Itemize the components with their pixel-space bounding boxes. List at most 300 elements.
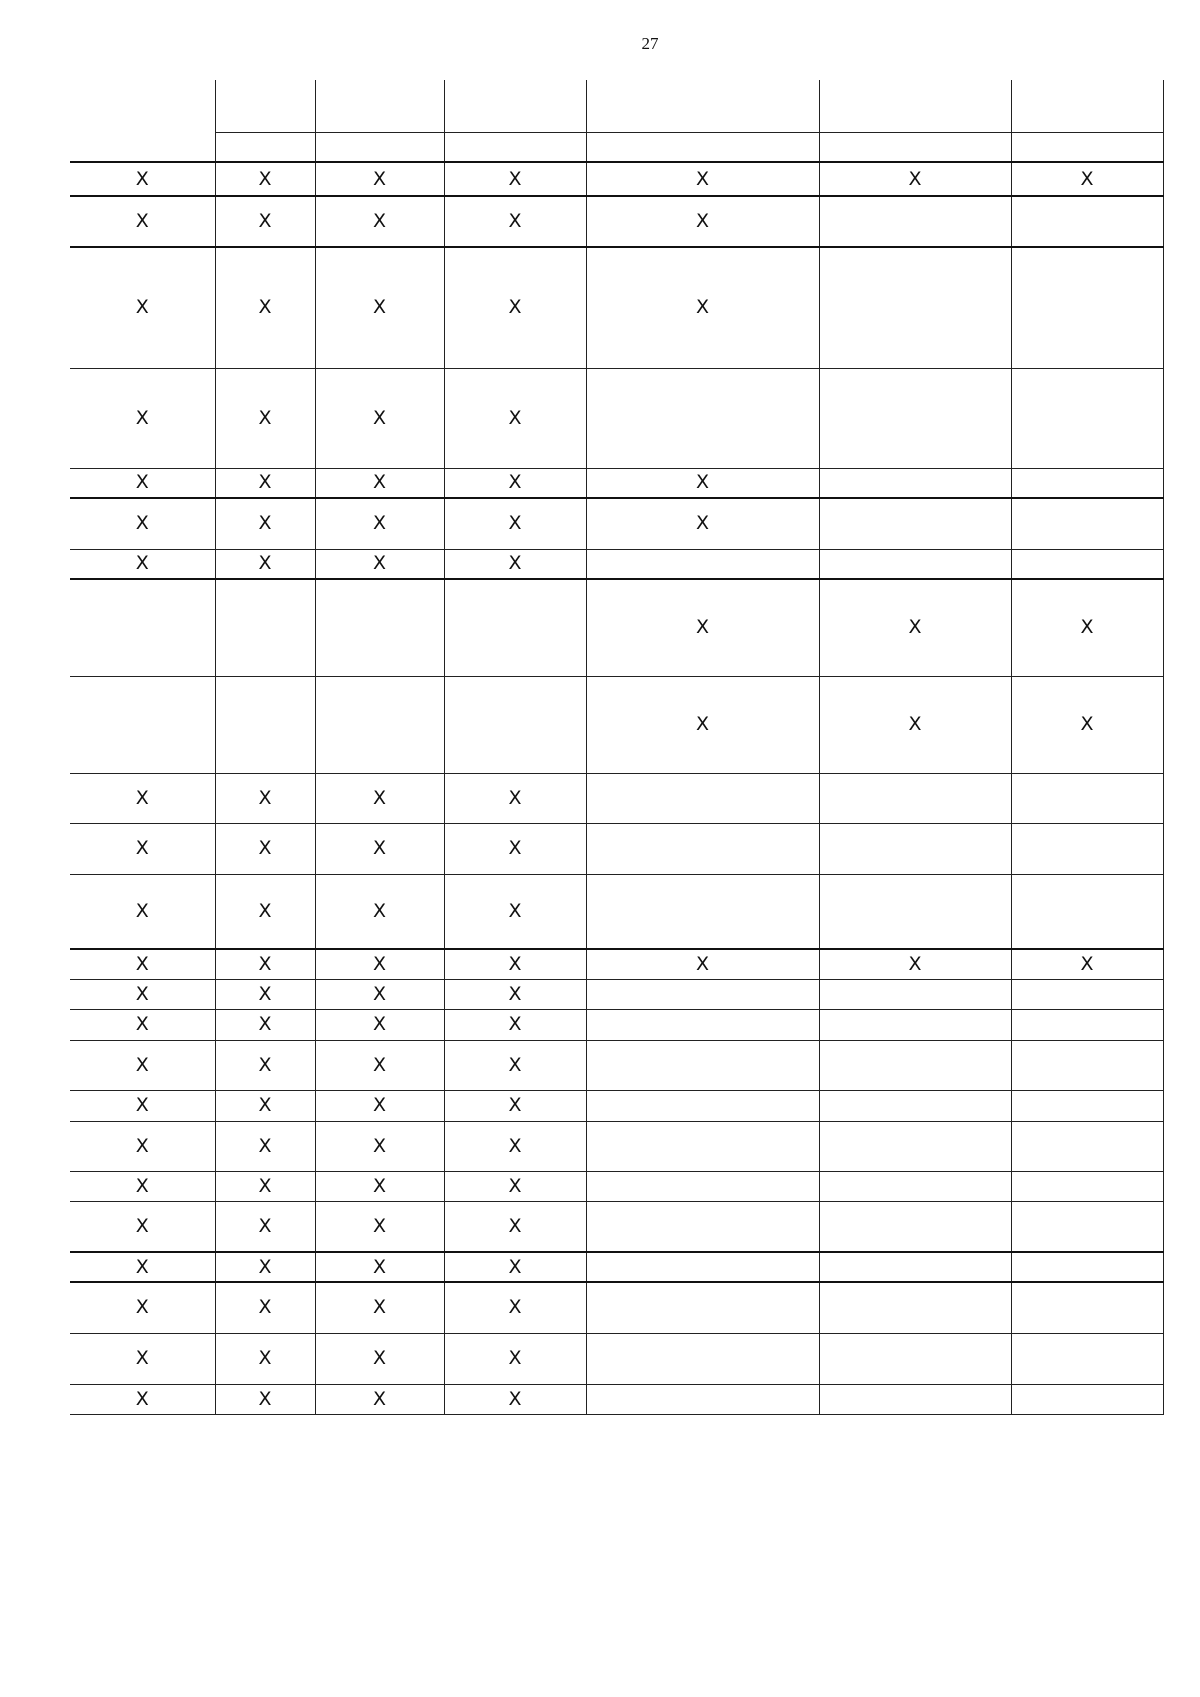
table-cell [586, 823, 819, 874]
table-cell [819, 549, 1011, 579]
table-cell [215, 1090, 315, 1121]
table-cell [315, 773, 444, 823]
table-cell [586, 132, 819, 162]
cell-mark: X [695, 713, 710, 735]
table-cell [215, 1282, 315, 1333]
table-cell [1011, 1171, 1163, 1201]
table-cell [819, 247, 1011, 368]
cell-mark: X [372, 1013, 387, 1035]
table-cell [819, 1333, 1011, 1384]
cell-mark: X [1080, 713, 1094, 735]
table-cell [819, 1040, 1011, 1090]
cell-mark: X [258, 552, 272, 575]
table-cell [315, 676, 444, 773]
table-cell [819, 368, 1011, 468]
page-number: 27 [641, 34, 659, 53]
table-cell [215, 676, 315, 773]
cell-mark: X [372, 552, 387, 575]
cell-mark: X [258, 899, 272, 922]
table-cell [315, 368, 444, 468]
cell-mark: X [258, 167, 272, 190]
table-cell [215, 1009, 315, 1040]
table-cell [315, 247, 444, 368]
cell-mark: X [695, 210, 710, 232]
cell-mark: X [372, 1174, 387, 1197]
table-cell [215, 132, 315, 162]
cell-mark: X [258, 1094, 272, 1116]
table-cell [1011, 196, 1163, 247]
table-cell [1011, 949, 1163, 979]
cell-mark: X [508, 1296, 522, 1319]
cell-mark: X [135, 471, 149, 494]
table-cell [215, 1384, 315, 1414]
table-row [70, 549, 1163, 579]
table-cell [586, 498, 819, 549]
table-cell [819, 1252, 1011, 1282]
table-cell [586, 1282, 819, 1333]
table-cell [819, 773, 1011, 823]
table-cell [70, 196, 215, 247]
table-cell [1011, 979, 1163, 1009]
cell-mark: X [508, 1387, 522, 1410]
table-row [70, 1201, 1163, 1252]
table-cell [586, 196, 819, 247]
marks-table [70, 80, 1164, 1415]
table-row [70, 1333, 1163, 1384]
table-cell [315, 1333, 444, 1384]
table-row [70, 874, 1163, 949]
table-cell [444, 1040, 586, 1090]
cell-mark: X [908, 952, 922, 975]
table-cell [70, 368, 215, 468]
cell-mark: X [508, 982, 522, 1005]
table-cell [819, 949, 1011, 979]
cell-mark: X [508, 1347, 522, 1369]
table-row [70, 368, 1163, 468]
table-cell [586, 80, 819, 132]
table-cell [70, 132, 215, 162]
cell-mark: X [135, 1134, 149, 1157]
table-cell [1011, 1040, 1163, 1090]
cell-mark: X [135, 1347, 149, 1369]
table-cell [70, 949, 215, 979]
table-cell [586, 1090, 819, 1121]
table-cell [1011, 1121, 1163, 1171]
cell-mark: X [372, 512, 387, 535]
table-cell [315, 1121, 444, 1171]
table-row [70, 132, 1163, 162]
table-cell [586, 1009, 819, 1040]
table-row [70, 468, 1163, 498]
table-cell [819, 196, 1011, 247]
table-cell [215, 1171, 315, 1201]
cell-mark: X [258, 1347, 272, 1369]
cell-mark: X [508, 406, 522, 429]
table-row [70, 979, 1163, 1009]
cell-mark: X [135, 167, 149, 190]
table-cell [1011, 579, 1163, 676]
table-cell [819, 979, 1011, 1009]
table-cell [586, 1171, 819, 1201]
cell-mark: X [372, 982, 387, 1005]
table-cell [819, 132, 1011, 162]
cell-mark: X [135, 1174, 149, 1197]
cell-mark: X [372, 406, 387, 429]
cell-mark: X [135, 899, 149, 922]
table-row [70, 80, 1163, 132]
cell-mark: X [695, 471, 710, 494]
cell-mark: X [258, 1013, 272, 1035]
table-cell [315, 162, 444, 196]
table-cell [70, 1252, 215, 1282]
table-cell [315, 80, 444, 132]
table-row [70, 1252, 1163, 1282]
table-row [70, 949, 1163, 979]
table-row [70, 773, 1163, 823]
cell-mark: X [372, 1094, 387, 1116]
table-cell [586, 1333, 819, 1384]
table-row [70, 1171, 1163, 1201]
table-cell [444, 579, 586, 676]
table-cell [215, 498, 315, 549]
table-cell [1011, 368, 1163, 468]
cell-mark: X [372, 1347, 387, 1369]
table-cell [315, 196, 444, 247]
table-cell [215, 368, 315, 468]
table-cell [1011, 1384, 1163, 1414]
table-cell [215, 979, 315, 1009]
cell-mark: X [135, 552, 149, 575]
cell-mark: X [508, 837, 522, 859]
table-row [70, 1040, 1163, 1090]
table-cell [315, 468, 444, 498]
cell-mark: X [135, 786, 149, 809]
table-cell [70, 1282, 215, 1333]
table-cell [819, 80, 1011, 132]
cell-mark: X [258, 1296, 272, 1319]
table-cell [819, 1121, 1011, 1171]
cell-mark: X [258, 210, 272, 232]
cell-mark: X [135, 512, 149, 535]
table-cell [70, 1040, 215, 1090]
table-cell [819, 823, 1011, 874]
table-cell [444, 773, 586, 823]
table-cell [315, 549, 444, 579]
table-cell [70, 1009, 215, 1040]
table-cell [215, 1040, 315, 1090]
table-cell [215, 773, 315, 823]
cell-mark: X [135, 1296, 149, 1319]
table-cell [1011, 1282, 1163, 1333]
table-cell [444, 1121, 586, 1171]
table-cell [315, 1252, 444, 1282]
table-cell [215, 1333, 315, 1384]
cell-mark: X [372, 210, 387, 232]
table-cell [586, 247, 819, 368]
table-cell [444, 874, 586, 949]
cell-mark: X [372, 296, 387, 319]
cell-mark: X [258, 1255, 272, 1278]
cell-mark: X [508, 786, 522, 809]
table-row [70, 1282, 1163, 1333]
cell-mark: X [135, 406, 149, 429]
table-cell [444, 1252, 586, 1282]
table-cell [1011, 247, 1163, 368]
table-cell [819, 579, 1011, 676]
cell-mark: X [908, 713, 922, 735]
table-cell [1011, 1090, 1163, 1121]
table-cell [586, 773, 819, 823]
cell-mark: X [1080, 952, 1094, 975]
cell-mark: X [372, 952, 387, 975]
cell-mark: X [908, 616, 922, 639]
cell-mark: X [508, 471, 522, 494]
cell-mark: X [695, 296, 710, 319]
cell-mark: X [372, 1134, 387, 1157]
table-cell [215, 162, 315, 196]
cell-mark: X [258, 1053, 272, 1076]
table-cell [315, 579, 444, 676]
table-cell [444, 132, 586, 162]
table-cell [315, 498, 444, 549]
table-cell [586, 368, 819, 468]
table-row [70, 1121, 1163, 1171]
cell-mark: X [508, 1094, 522, 1116]
table-cell [444, 368, 586, 468]
table-cell [1011, 676, 1163, 773]
table-cell [1011, 1252, 1163, 1282]
table-cell [819, 1009, 1011, 1040]
table-cell [444, 949, 586, 979]
table-cell [70, 549, 215, 579]
table-cell [1011, 773, 1163, 823]
cell-mark: X [258, 982, 272, 1005]
table-cell [70, 979, 215, 1009]
table-cell [70, 1384, 215, 1414]
table-cell [819, 874, 1011, 949]
table-cell [70, 1333, 215, 1384]
cell-mark: X [135, 296, 149, 319]
table-cell [444, 1282, 586, 1333]
cell-mark: X [258, 512, 272, 535]
table-cell [315, 1171, 444, 1201]
table-cell [1011, 874, 1163, 949]
table-row [70, 1009, 1163, 1040]
table-cell [1011, 1009, 1163, 1040]
cell-mark: X [508, 952, 522, 975]
cell-mark: X [135, 952, 149, 975]
table-cell [70, 247, 215, 368]
cell-mark: X [372, 471, 387, 494]
table-cell [215, 1121, 315, 1171]
table-cell [70, 823, 215, 874]
cell-mark: X [135, 1013, 149, 1035]
table-cell [819, 498, 1011, 549]
cell-mark: X [258, 471, 272, 494]
table-cell [444, 196, 586, 247]
cell-mark: X [508, 1214, 522, 1237]
table-cell [819, 1384, 1011, 1414]
table-row [70, 1384, 1163, 1414]
table-cell [215, 823, 315, 874]
table-cell [1011, 132, 1163, 162]
cell-mark: X [135, 1094, 149, 1116]
table-cell [1011, 1333, 1163, 1384]
table-cell [586, 1201, 819, 1252]
table-row [70, 196, 1163, 247]
table-cell [70, 579, 215, 676]
table-cell [70, 1171, 215, 1201]
table-cell [586, 468, 819, 498]
table-cell [70, 162, 215, 196]
table-cell [70, 80, 215, 132]
cell-mark: X [508, 167, 522, 190]
cell-mark: X [908, 167, 922, 190]
table-cell [215, 247, 315, 368]
table-cell [444, 1333, 586, 1384]
cell-mark: X [372, 837, 387, 859]
table-cell [1011, 468, 1163, 498]
table-cell [215, 196, 315, 247]
cell-mark: X [258, 1174, 272, 1197]
table-cell [315, 1040, 444, 1090]
table-row [70, 498, 1163, 549]
table-cell [819, 1201, 1011, 1252]
cell-mark: X [508, 1174, 522, 1197]
table-cell [1011, 162, 1163, 196]
table-cell [819, 676, 1011, 773]
table-cell [70, 1121, 215, 1171]
table-cell [70, 498, 215, 549]
cell-mark: X [508, 1255, 522, 1278]
table-cell [315, 1282, 444, 1333]
table-cell [444, 468, 586, 498]
cell-mark: X [135, 982, 149, 1005]
table-cell [586, 1252, 819, 1282]
cell-mark: X [135, 210, 149, 232]
table-cell [586, 1040, 819, 1090]
table-cell [444, 1009, 586, 1040]
table-cell [586, 949, 819, 979]
table-cell [315, 1090, 444, 1121]
cell-mark: X [695, 952, 710, 975]
cell-mark: X [372, 899, 387, 922]
table-row [70, 823, 1163, 874]
table-cell [444, 80, 586, 132]
table-cell [215, 874, 315, 949]
cell-mark: X [695, 512, 710, 535]
table-cell [444, 823, 586, 874]
cell-mark: X [372, 1387, 387, 1410]
table-cell [444, 1090, 586, 1121]
table-cell [1011, 80, 1163, 132]
table-cell [586, 676, 819, 773]
cell-mark: X [135, 1387, 149, 1410]
table-cell [819, 1282, 1011, 1333]
cell-mark: X [135, 1255, 149, 1278]
table-cell [215, 549, 315, 579]
cell-mark: X [1080, 616, 1094, 639]
table-cell [444, 549, 586, 579]
table-cell [70, 874, 215, 949]
table-cell [70, 1090, 215, 1121]
table-cell [819, 468, 1011, 498]
table-cell [315, 949, 444, 979]
table-cell [586, 874, 819, 949]
table-cell [444, 676, 586, 773]
cell-mark: X [135, 1053, 149, 1076]
table-cell [215, 80, 315, 132]
table-cell [444, 1171, 586, 1201]
table-cell [1011, 549, 1163, 579]
table-cell [315, 874, 444, 949]
cell-mark: X [258, 296, 272, 319]
cell-mark: X [508, 552, 522, 575]
table-row [70, 1090, 1163, 1121]
table-cell [586, 162, 819, 196]
table-cell [586, 1121, 819, 1171]
cell-mark: X [258, 406, 272, 429]
table-cell [70, 1201, 215, 1252]
table-cell [70, 468, 215, 498]
table-cell [315, 823, 444, 874]
table-cell [315, 1009, 444, 1040]
table-cell [444, 979, 586, 1009]
table-cell [315, 979, 444, 1009]
cell-mark: X [258, 837, 272, 859]
cell-mark: X [695, 167, 710, 190]
cell-mark: X [372, 1296, 387, 1319]
table-cell [215, 579, 315, 676]
table-cell [215, 1201, 315, 1252]
table-cell [444, 1201, 586, 1252]
cell-mark: X [135, 837, 149, 859]
table-cell [586, 979, 819, 1009]
table-cell [586, 579, 819, 676]
table-cell [586, 1384, 819, 1414]
table-cell [444, 498, 586, 549]
table-row [70, 247, 1163, 368]
table-cell [444, 1384, 586, 1414]
cell-mark: X [695, 616, 710, 639]
cell-mark: X [1080, 167, 1094, 190]
table-cell [70, 676, 215, 773]
cell-mark: X [508, 296, 522, 319]
table-cell [315, 1384, 444, 1414]
cell-mark: X [258, 786, 272, 809]
cell-mark: X [372, 1214, 387, 1237]
table-cell [444, 247, 586, 368]
table-cell [215, 1252, 315, 1282]
cell-mark: X [508, 1134, 522, 1157]
cell-mark: X [372, 1053, 387, 1076]
table-cell [819, 1171, 1011, 1201]
cell-mark: X [372, 167, 387, 190]
table-cell [1011, 823, 1163, 874]
cell-mark: X [258, 1134, 272, 1157]
cell-mark: X [508, 1053, 522, 1076]
cell-mark: X [258, 1214, 272, 1237]
table-cell [1011, 498, 1163, 549]
table-row [70, 676, 1163, 773]
cell-mark: X [372, 1255, 387, 1278]
table-cell [586, 549, 819, 579]
table-cell [215, 949, 315, 979]
table-cell [1011, 1201, 1163, 1252]
table-cell [70, 773, 215, 823]
cell-mark: X [258, 1387, 272, 1410]
cell-mark: X [258, 952, 272, 975]
